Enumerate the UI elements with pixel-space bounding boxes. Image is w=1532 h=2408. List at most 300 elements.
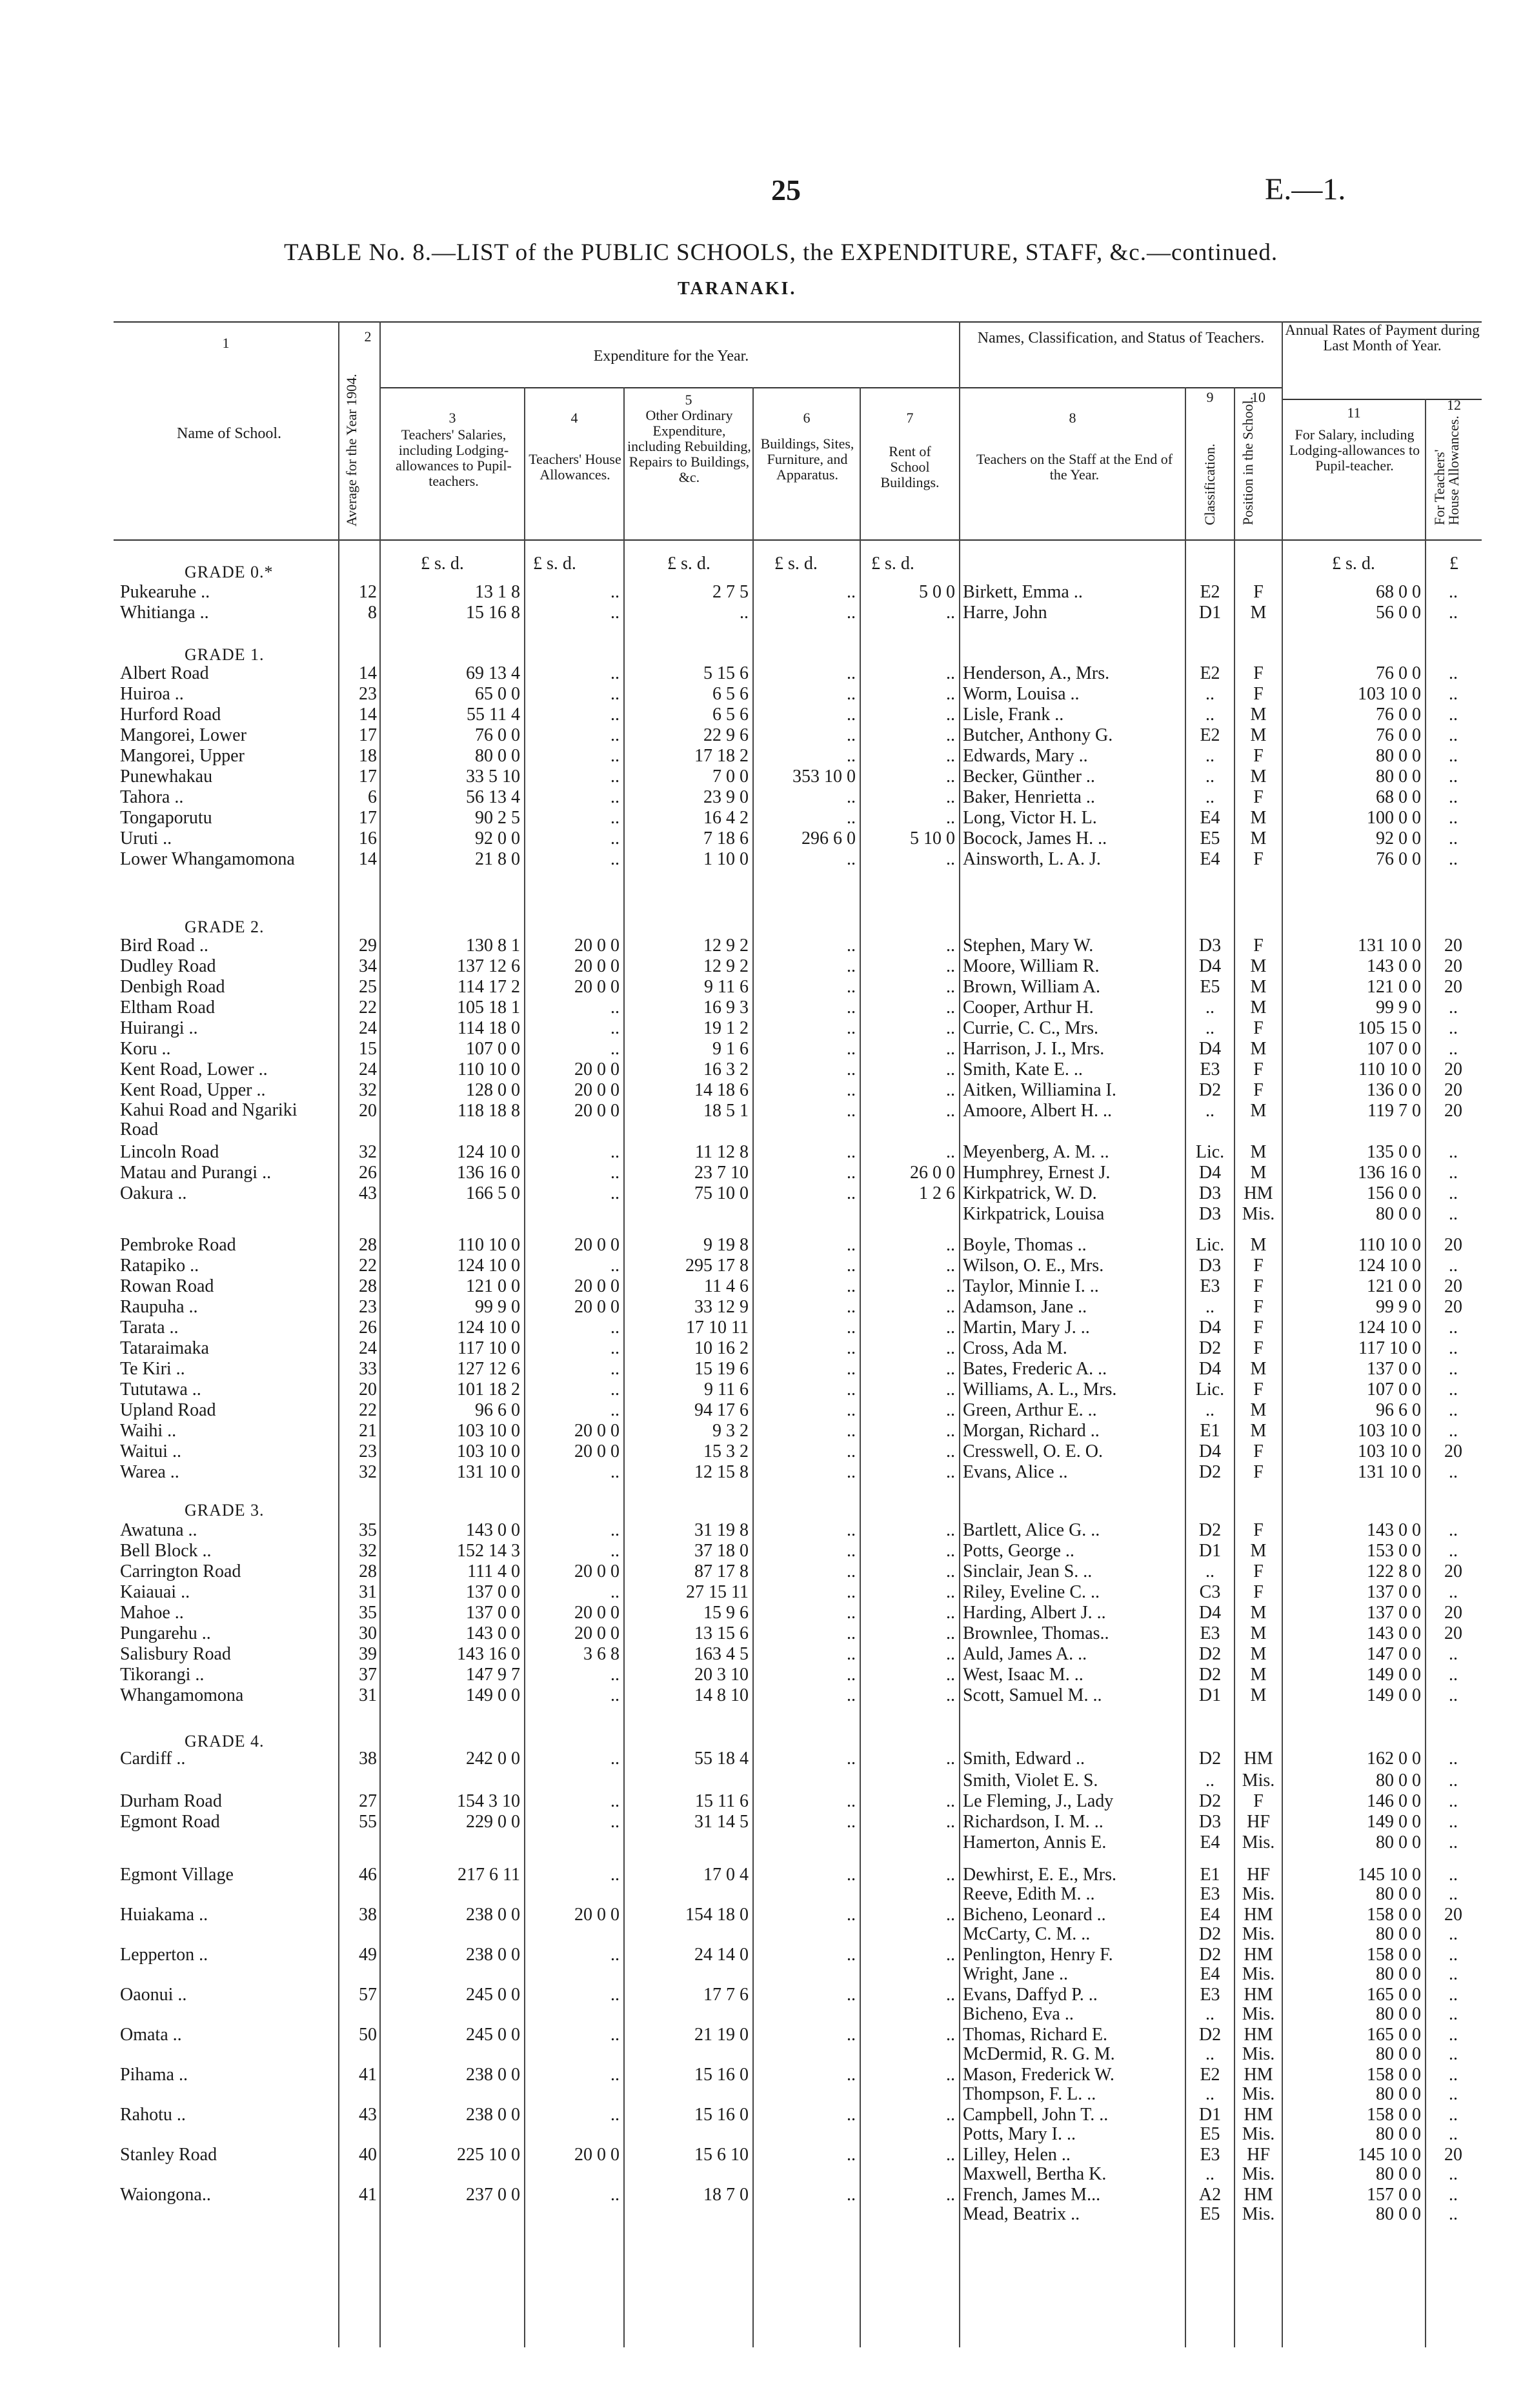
classification-cell: E3	[1200, 1623, 1220, 1643]
school-name-cell: Oaonui ..	[120, 1985, 187, 2005]
house-allowance-rate-cell: 20	[1444, 1059, 1462, 1079]
teacher-name-cell: Morgan, Richard ..	[963, 1421, 1100, 1441]
rent-buildings-cell: ..	[946, 849, 955, 869]
other-expenditure-cell: 17 0 4	[703, 1865, 749, 1885]
position-cell: Mis.	[1242, 2044, 1275, 2064]
rent-buildings-cell: ..	[946, 808, 955, 828]
col-rule-7	[959, 321, 960, 2347]
col-10-label: Position in the School.	[1240, 396, 1256, 525]
average-attendance-cell: 57	[359, 1985, 377, 2005]
classification-cell: D2	[1198, 1338, 1222, 1358]
page-number: 25	[771, 174, 801, 206]
rent-buildings-cell: ..	[946, 1441, 955, 1461]
house-allowances-cell: ..	[610, 2025, 620, 2045]
col-4-label: Teachers' House Allowances.	[529, 451, 621, 483]
house-allowance-rate-cell: 20	[1444, 936, 1462, 956]
salary-rate-cell: 103 10 0	[1358, 1421, 1421, 1441]
average-attendance-cell: 27	[359, 1791, 377, 1811]
salary-rate-cell: 158 0 0	[1367, 1945, 1421, 1965]
house-allowances-cell: ..	[610, 1256, 620, 1276]
rent-buildings-cell: ..	[946, 725, 955, 745]
position-cell: HF	[1247, 2145, 1270, 2165]
col-9-label: Classification.	[1202, 443, 1218, 525]
average-attendance-cell: 14	[359, 705, 377, 725]
position-cell: Mis.	[1242, 2004, 1275, 2024]
col-12-label: For Teachers' House Allowances.	[1431, 416, 1462, 525]
other-expenditure-cell: 75 10 0	[694, 1183, 749, 1203]
teacher-name-cell: Lilley, Helen ..	[963, 2145, 1071, 2165]
school-name-cell: Punewhakau	[120, 767, 213, 787]
teacher-name-cell: Moore, William R.	[963, 956, 1100, 976]
teachers-salaries-cell: 238 0 0	[466, 1945, 520, 1965]
position-cell: F	[1253, 1338, 1264, 1358]
salary-rate-cell: 149 0 0	[1367, 1812, 1421, 1832]
buildings-sites-cell: ..	[847, 725, 856, 745]
salary-rate-cell: 76 0 0	[1376, 705, 1421, 725]
region-heading: TARANAKI.	[678, 279, 797, 299]
buildings-sites-cell: ..	[847, 1183, 856, 1203]
teachers-salaries-cell: 69 13 4	[466, 663, 520, 683]
other-expenditure-cell: 1 10 0	[703, 849, 749, 869]
position-cell: F	[1253, 849, 1264, 869]
salary-rate-cell: 105 15 0	[1358, 1018, 1421, 1038]
salary-rate-cell: 80 0 0	[1376, 2044, 1421, 2064]
school-name-cell: Waiongona..	[120, 2185, 211, 2205]
col-12-number: 12	[1447, 397, 1461, 413]
house-allowances-cell: ..	[610, 1338, 620, 1358]
position-cell: M	[1250, 1359, 1267, 1379]
salary-rate-cell: 110 10 0	[1358, 1235, 1421, 1255]
teachers-salaries-cell: 118 18 8	[458, 1101, 520, 1121]
school-name-cell: Warea ..	[120, 1462, 179, 1482]
salary-rate-cell: 137 0 0	[1367, 1582, 1421, 1602]
buildings-sites-cell: 296 6 0	[801, 828, 856, 848]
rent-buildings-cell: 5 10 0	[910, 828, 955, 848]
salary-rate-cell: 143 0 0	[1367, 956, 1421, 976]
house-allowances-cell: ..	[610, 1985, 620, 2005]
other-expenditure-cell: 15 9 6	[703, 1603, 749, 1623]
rent-buildings-cell: ..	[946, 1256, 955, 1276]
house-allowance-rate-cell: 20	[1444, 1276, 1462, 1296]
house-allowance-rate-cell: ..	[1449, 1865, 1458, 1885]
teacher-name-cell: Potts, Mary I. ..	[963, 2124, 1076, 2144]
buildings-sites-cell: ..	[847, 1865, 856, 1885]
rent-buildings-cell: ..	[946, 977, 955, 997]
school-name-cell: Tututawa ..	[120, 1380, 201, 1400]
unit-col-4: £ s. d.	[533, 554, 576, 574]
position-cell: M	[1250, 998, 1267, 1018]
school-name-cell: Bird Road ..	[120, 936, 208, 956]
teachers-salaries-cell: 166 5 0	[466, 1183, 520, 1203]
buildings-sites-cell: ..	[847, 1080, 856, 1100]
teacher-name-cell: Harding, Albert J. ..	[963, 1603, 1106, 1623]
unit-col-3: £ s. d.	[421, 554, 464, 574]
teacher-name-cell: Meyenberg, A. M. ..	[963, 1142, 1109, 1162]
house-allowance-rate-cell: 20	[1444, 2145, 1462, 2165]
buildings-sites-cell: ..	[847, 1297, 856, 1317]
school-name-cell: Uruti ..	[120, 828, 172, 848]
position-cell: HM	[1244, 2105, 1273, 2125]
school-name-cell: Tongaporutu	[120, 808, 212, 828]
average-attendance-cell: 28	[359, 1276, 377, 1296]
house-allowance-rate-cell: ..	[1449, 1945, 1458, 1965]
position-cell: F	[1253, 1441, 1264, 1461]
average-attendance-cell: 22	[359, 1400, 377, 1420]
teachers-salaries-cell: 107 0 0	[466, 1039, 520, 1059]
house-allowance-rate-cell: ..	[1449, 2004, 1458, 2024]
position-cell: Mis.	[1242, 1924, 1275, 1944]
salary-rate-cell: 156 0 0	[1367, 1183, 1421, 1203]
teacher-name-cell: Harre, John	[963, 603, 1047, 623]
school-name-cell: Dudley Road	[120, 956, 216, 976]
teacher-name-cell: Kirkpatrick, W. D.	[963, 1183, 1097, 1203]
average-attendance-cell: 20	[359, 1380, 377, 1400]
school-name-cell: Kent Road, Lower ..	[120, 1059, 268, 1079]
house-allowances-cell: ..	[610, 1039, 620, 1059]
teachers-salaries-cell: 103 10 0	[457, 1421, 520, 1441]
teachers-salaries-cell: 217 6 11	[458, 1865, 520, 1885]
teachers-salaries-cell: 117 10 0	[458, 1338, 520, 1358]
position-cell: F	[1253, 663, 1264, 683]
rent-buildings-cell: ..	[946, 787, 955, 807]
buildings-sites-cell: ..	[847, 787, 856, 807]
other-expenditure-cell: 16 4 2	[703, 808, 749, 828]
teachers-salaries-cell: 154 3 10	[457, 1791, 520, 1811]
average-attendance-cell: 35	[359, 1520, 377, 1540]
teacher-name-cell: French, James M...	[963, 2185, 1101, 2205]
classification-cell: E3	[1200, 2145, 1220, 2165]
teacher-name-cell: Hamerton, Annis E.	[963, 1832, 1107, 1852]
average-attendance-cell: 25	[359, 977, 377, 997]
teacher-name-cell: Green, Arthur E. ..	[963, 1400, 1097, 1420]
teacher-name-cell: Lisle, Frank ..	[963, 705, 1064, 725]
position-cell: HM	[1244, 2185, 1273, 2205]
house-allowances-cell: ..	[610, 767, 620, 787]
average-attendance-cell: 41	[359, 2065, 377, 2085]
salary-rate-cell: 80 0 0	[1376, 1204, 1421, 1224]
average-attendance-cell: 29	[359, 936, 377, 956]
average-attendance-cell: 50	[359, 2025, 377, 2045]
col-3-label: Teachers' Salaries, including Lodging-allowances to Pupil-teachers.	[396, 426, 512, 489]
school-name-cell: Carrington Road	[120, 1561, 241, 1581]
other-expenditure-cell: 87 17 8	[694, 1561, 749, 1581]
salary-rate-cell: 119 7 0	[1367, 1101, 1421, 1121]
average-attendance-cell: 16	[359, 828, 377, 848]
teacher-name-cell: Henderson, A., Mrs.	[963, 663, 1110, 683]
rent-buildings-cell: ..	[946, 1400, 955, 1420]
average-attendance-cell: 8	[368, 603, 377, 623]
rent-buildings-cell: ..	[946, 1945, 955, 1965]
rent-buildings-cell: ..	[946, 746, 955, 766]
position-cell: M	[1250, 603, 1267, 623]
teachers-salaries-cell: 237 0 0	[466, 2185, 520, 2205]
classification-cell: ..	[1205, 1018, 1215, 1038]
teachers-salaries-cell: 147 9 7	[466, 1665, 520, 1685]
buildings-sites-cell: ..	[847, 1812, 856, 1832]
house-allowances-cell: ..	[610, 603, 620, 623]
grade-heading: GRADE 4.	[185, 1732, 265, 1751]
classification-cell: ..	[1205, 1771, 1215, 1791]
house-allowance-rate-cell: ..	[1449, 2124, 1458, 2144]
salary-rate-cell: 80 0 0	[1376, 746, 1421, 766]
house-allowance-rate-cell: ..	[1449, 582, 1458, 602]
classification-cell: D4	[1198, 1603, 1222, 1623]
house-allowance-rate-cell: ..	[1449, 1924, 1458, 1944]
teachers-salaries-cell: 124 10 0	[457, 1142, 520, 1162]
buildings-sites-cell: ..	[847, 1318, 856, 1338]
house-allowance-rate-cell: 20	[1444, 1905, 1462, 1925]
rent-buildings-cell: ..	[946, 2105, 955, 2125]
position-cell: F	[1253, 1276, 1264, 1296]
salary-rate-cell: 80 0 0	[1376, 2084, 1421, 2104]
salary-rate-cell: 135 0 0	[1367, 1142, 1421, 1162]
classification-cell: D2	[1198, 1665, 1222, 1685]
salary-rate-cell: 107 0 0	[1367, 1039, 1421, 1059]
classification-cell: D1	[1198, 2105, 1222, 2125]
position-cell: M	[1250, 956, 1267, 976]
other-expenditure-cell: 9 11 6	[704, 1380, 749, 1400]
unit-col-12: £	[1449, 554, 1458, 574]
school-name-cell: Eltham Road	[120, 998, 215, 1018]
col-2-number: 2	[364, 328, 372, 345]
teachers-salaries-cell: 245 0 0	[466, 1985, 520, 2005]
classification-cell: E2	[1200, 2065, 1220, 2085]
position-cell: M	[1250, 1400, 1267, 1420]
teachers-salaries-cell: 143 0 0	[466, 1623, 520, 1643]
teachers-salaries-cell: 143 0 0	[466, 1520, 520, 1540]
rent-buildings-cell: ..	[946, 998, 955, 1018]
classification-cell: D4	[1198, 1441, 1222, 1461]
position-cell: M	[1250, 705, 1267, 725]
teachers-salaries-cell: 152 14 3	[457, 1541, 520, 1561]
salary-rate-cell: 136 0 0	[1367, 1080, 1421, 1100]
teacher-name-cell: Stephen, Mary W.	[963, 936, 1094, 956]
house-allowance-rate-cell: ..	[1449, 1665, 1458, 1685]
school-name-cell: Kahui Road and Ngariki Road	[120, 1100, 297, 1139]
buildings-sites-cell: ..	[847, 1359, 856, 1379]
house-allowance-rate-cell: ..	[1449, 1791, 1458, 1811]
buildings-sites-cell: ..	[847, 1018, 856, 1038]
teachers-salaries-cell: 124 10 0	[457, 1318, 520, 1338]
teachers-salaries-cell: 128 0 0	[466, 1080, 520, 1100]
average-attendance-cell: 32	[359, 1462, 377, 1482]
house-allowances-cell: ..	[610, 1541, 620, 1561]
average-attendance-cell: 17	[359, 767, 377, 787]
other-expenditure-cell: 15 3 2	[703, 1441, 749, 1461]
average-attendance-cell: 33	[359, 1359, 377, 1379]
salary-rate-cell: 137 0 0	[1367, 1603, 1421, 1623]
house-allowance-rate-cell: ..	[1449, 1204, 1458, 1224]
school-name-cell: Rahotu ..	[120, 2105, 186, 2125]
salary-rate-cell: 103 10 0	[1358, 1441, 1421, 1461]
position-cell: M	[1250, 1603, 1267, 1623]
house-allowances-cell: ..	[610, 2065, 620, 2085]
position-cell: F	[1253, 936, 1264, 956]
rent-buildings-cell: ..	[946, 1080, 955, 1100]
house-allowances-cell: ..	[610, 1582, 620, 1602]
other-expenditure-cell: 18 7 0	[703, 2185, 749, 2205]
house-allowances-cell: ..	[610, 1018, 620, 1038]
teacher-name-cell: Campbell, John T. ..	[963, 2105, 1109, 2125]
other-expenditure-cell: 23 7 10	[694, 1163, 749, 1183]
buildings-sites-cell: ..	[847, 684, 856, 704]
teacher-name-cell: Smith, Kate E. ..	[963, 1059, 1083, 1079]
house-allowance-rate-cell: 20	[1444, 1623, 1462, 1643]
house-allowance-rate-cell: ..	[1449, 1183, 1458, 1203]
position-cell: Mis.	[1242, 2204, 1275, 2224]
classification-cell: D2	[1198, 1520, 1222, 1540]
unit-col-5: £ s. d.	[667, 554, 711, 574]
grade-heading: GRADE 1.	[185, 645, 265, 664]
average-attendance-cell: 37	[359, 1665, 377, 1685]
house-allowances-cell: ..	[610, 725, 620, 745]
other-expenditure-cell: 17 10 11	[686, 1318, 749, 1338]
other-expenditure-cell: 15 16 0	[694, 2105, 749, 2125]
classification-cell: D4	[1198, 956, 1222, 976]
grade-heading: GRADE 3.	[185, 1501, 265, 1520]
school-name-cell: Egmont Road	[120, 1812, 220, 1832]
buildings-sites-cell: ..	[847, 582, 856, 602]
teacher-name-cell: Cresswell, O. E. O.	[963, 1441, 1103, 1461]
school-name-cell: Stanley Road	[120, 2145, 217, 2165]
rent-buildings-cell: ..	[946, 1380, 955, 1400]
school-name-cell: Mangorei, Lower	[120, 725, 247, 745]
buildings-sites-cell: ..	[847, 808, 856, 828]
average-attendance-cell: 31	[359, 1685, 377, 1705]
position-cell: Mis.	[1242, 1204, 1275, 1224]
teachers-salaries-cell: 149 0 0	[466, 1685, 520, 1705]
house-allowances-cell: ..	[610, 787, 620, 807]
teacher-name-cell: Mead, Beatrix ..	[963, 2204, 1080, 2224]
teacher-name-cell: Long, Victor H. L.	[963, 808, 1097, 828]
rent-buildings-cell: ..	[946, 1039, 955, 1059]
house-allowance-rate-cell: ..	[1449, 1541, 1458, 1561]
classification-cell: E4	[1200, 1905, 1220, 1925]
position-cell: M	[1250, 725, 1267, 745]
position-cell: F	[1253, 1018, 1264, 1038]
unit-col-7: £ s. d.	[871, 554, 914, 574]
other-expenditure-cell: 17 18 2	[694, 746, 749, 766]
other-expenditure-cell: 20 3 10	[694, 1665, 749, 1685]
expenditure-group-label: Expenditure for the Year.	[593, 348, 749, 365]
teacher-name-cell: Brown, William A.	[963, 977, 1101, 997]
house-allowance-rate-cell: ..	[1449, 2044, 1458, 2064]
house-allowances-cell: 20 0 0	[574, 1101, 620, 1121]
buildings-sites-cell: ..	[847, 2105, 856, 2125]
rent-buildings-cell: ..	[946, 1812, 955, 1832]
house-allowances-cell: ..	[610, 705, 620, 725]
teachers-salaries-cell: 130 8 1	[466, 936, 520, 956]
teacher-name-cell: Potts, George ..	[963, 1541, 1074, 1561]
house-allowances-cell: 20 0 0	[574, 1441, 620, 1461]
house-allowances-cell: ..	[610, 1183, 620, 1203]
house-allowances-cell: ..	[610, 828, 620, 848]
school-name-cell: Albert Road	[120, 663, 209, 683]
col-rule-10	[1282, 321, 1283, 2347]
average-attendance-cell: 40	[359, 2145, 377, 2165]
house-allowance-rate-cell: 20	[1444, 1235, 1462, 1255]
teachers-salaries-cell: 110 10 0	[458, 1235, 520, 1255]
salary-rate-cell: 158 0 0	[1367, 1905, 1421, 1925]
house-allowance-rate-cell: ..	[1449, 787, 1458, 807]
rent-buildings-cell: ..	[946, 1865, 955, 1885]
house-allowances-cell: 20 0 0	[574, 2145, 620, 2165]
average-attendance-cell: 41	[359, 2185, 377, 2205]
position-cell: F	[1253, 1256, 1264, 1276]
rent-buildings-cell: ..	[946, 1276, 955, 1296]
position-cell: F	[1253, 1380, 1264, 1400]
salary-rate-cell: 76 0 0	[1376, 663, 1421, 683]
house-allowances-cell: ..	[610, 1685, 620, 1705]
salary-rate-cell: 100 0 0	[1367, 808, 1421, 828]
teacher-name-cell: Currie, C. C., Mrs.	[963, 1018, 1098, 1038]
salary-rate-cell: 107 0 0	[1367, 1380, 1421, 1400]
other-expenditure-cell: 12 15 8	[694, 1462, 749, 1482]
teachers-salaries-cell: 56 13 4	[466, 787, 520, 807]
salary-rate-cell: 165 0 0	[1367, 1985, 1421, 2005]
header-bottom-rule	[114, 539, 1482, 541]
teachers-salaries-cell: 238 0 0	[466, 2105, 520, 2125]
names-group-label: Names, Classification, and Status of Teachers.	[977, 330, 1265, 346]
house-allowance-rate-cell: 20	[1444, 1441, 1462, 1461]
other-expenditure-cell: 5 15 6	[703, 663, 749, 683]
salary-rate-cell: 153 0 0	[1367, 1541, 1421, 1561]
other-expenditure-cell: 31 19 8	[694, 1520, 749, 1540]
buildings-sites-cell: ..	[847, 746, 856, 766]
classification-cell: ..	[1205, 787, 1215, 807]
other-expenditure-cell: 9 11 6	[704, 977, 749, 997]
average-attendance-cell: 14	[359, 663, 377, 683]
rent-buildings-cell: 5 0 0	[919, 582, 955, 602]
position-cell: M	[1250, 828, 1267, 848]
buildings-sites-cell: ..	[847, 956, 856, 976]
classification-cell: E4	[1200, 849, 1220, 869]
buildings-sites-cell: ..	[847, 1945, 856, 1965]
other-expenditure-cell: 33 12 9	[694, 1297, 749, 1317]
house-allowance-rate-cell: ..	[1449, 1771, 1458, 1791]
position-cell: Mis.	[1242, 2164, 1275, 2184]
classification-cell: ..	[1205, 2044, 1215, 2064]
buildings-sites-cell: ..	[847, 705, 856, 725]
other-expenditure-cell: 163 4 5	[694, 1644, 749, 1664]
teachers-salaries-cell: 96 6 0	[475, 1400, 520, 1420]
salary-rate-cell: 80 0 0	[1376, 1884, 1421, 1904]
school-name-cell: Bell Block ..	[120, 1541, 212, 1561]
buildings-sites-cell: ..	[847, 1421, 856, 1441]
position-cell: M	[1250, 1665, 1267, 1685]
buildings-sites-cell: ..	[847, 849, 856, 869]
col-rule-6	[860, 387, 861, 2347]
rent-buildings-cell: ..	[946, 1421, 955, 1441]
position-cell: Mis.	[1242, 1964, 1275, 1984]
teachers-salaries-cell: 92 0 0	[475, 828, 520, 848]
salary-rate-cell: 80 0 0	[1376, 1924, 1421, 1944]
buildings-sites-cell: ..	[847, 2025, 856, 2045]
house-allowance-rate-cell: 20	[1444, 1603, 1462, 1623]
house-allowance-rate-cell: ..	[1449, 746, 1458, 766]
buildings-sites-cell: ..	[847, 1338, 856, 1358]
classification-cell: ..	[1205, 705, 1215, 725]
classification-cell: D2	[1198, 1749, 1222, 1769]
house-allowance-rate-cell: ..	[1449, 1421, 1458, 1441]
position-cell: M	[1250, 1039, 1267, 1059]
rent-buildings-cell: ..	[946, 1359, 955, 1379]
average-attendance-cell: 22	[359, 998, 377, 1018]
house-allowances-cell: 20 0 0	[574, 1421, 620, 1441]
salary-rate-cell: 131 10 0	[1358, 1462, 1421, 1482]
teacher-name-cell: Maxwell, Bertha K.	[963, 2164, 1107, 2184]
average-attendance-cell: 35	[359, 1603, 377, 1623]
